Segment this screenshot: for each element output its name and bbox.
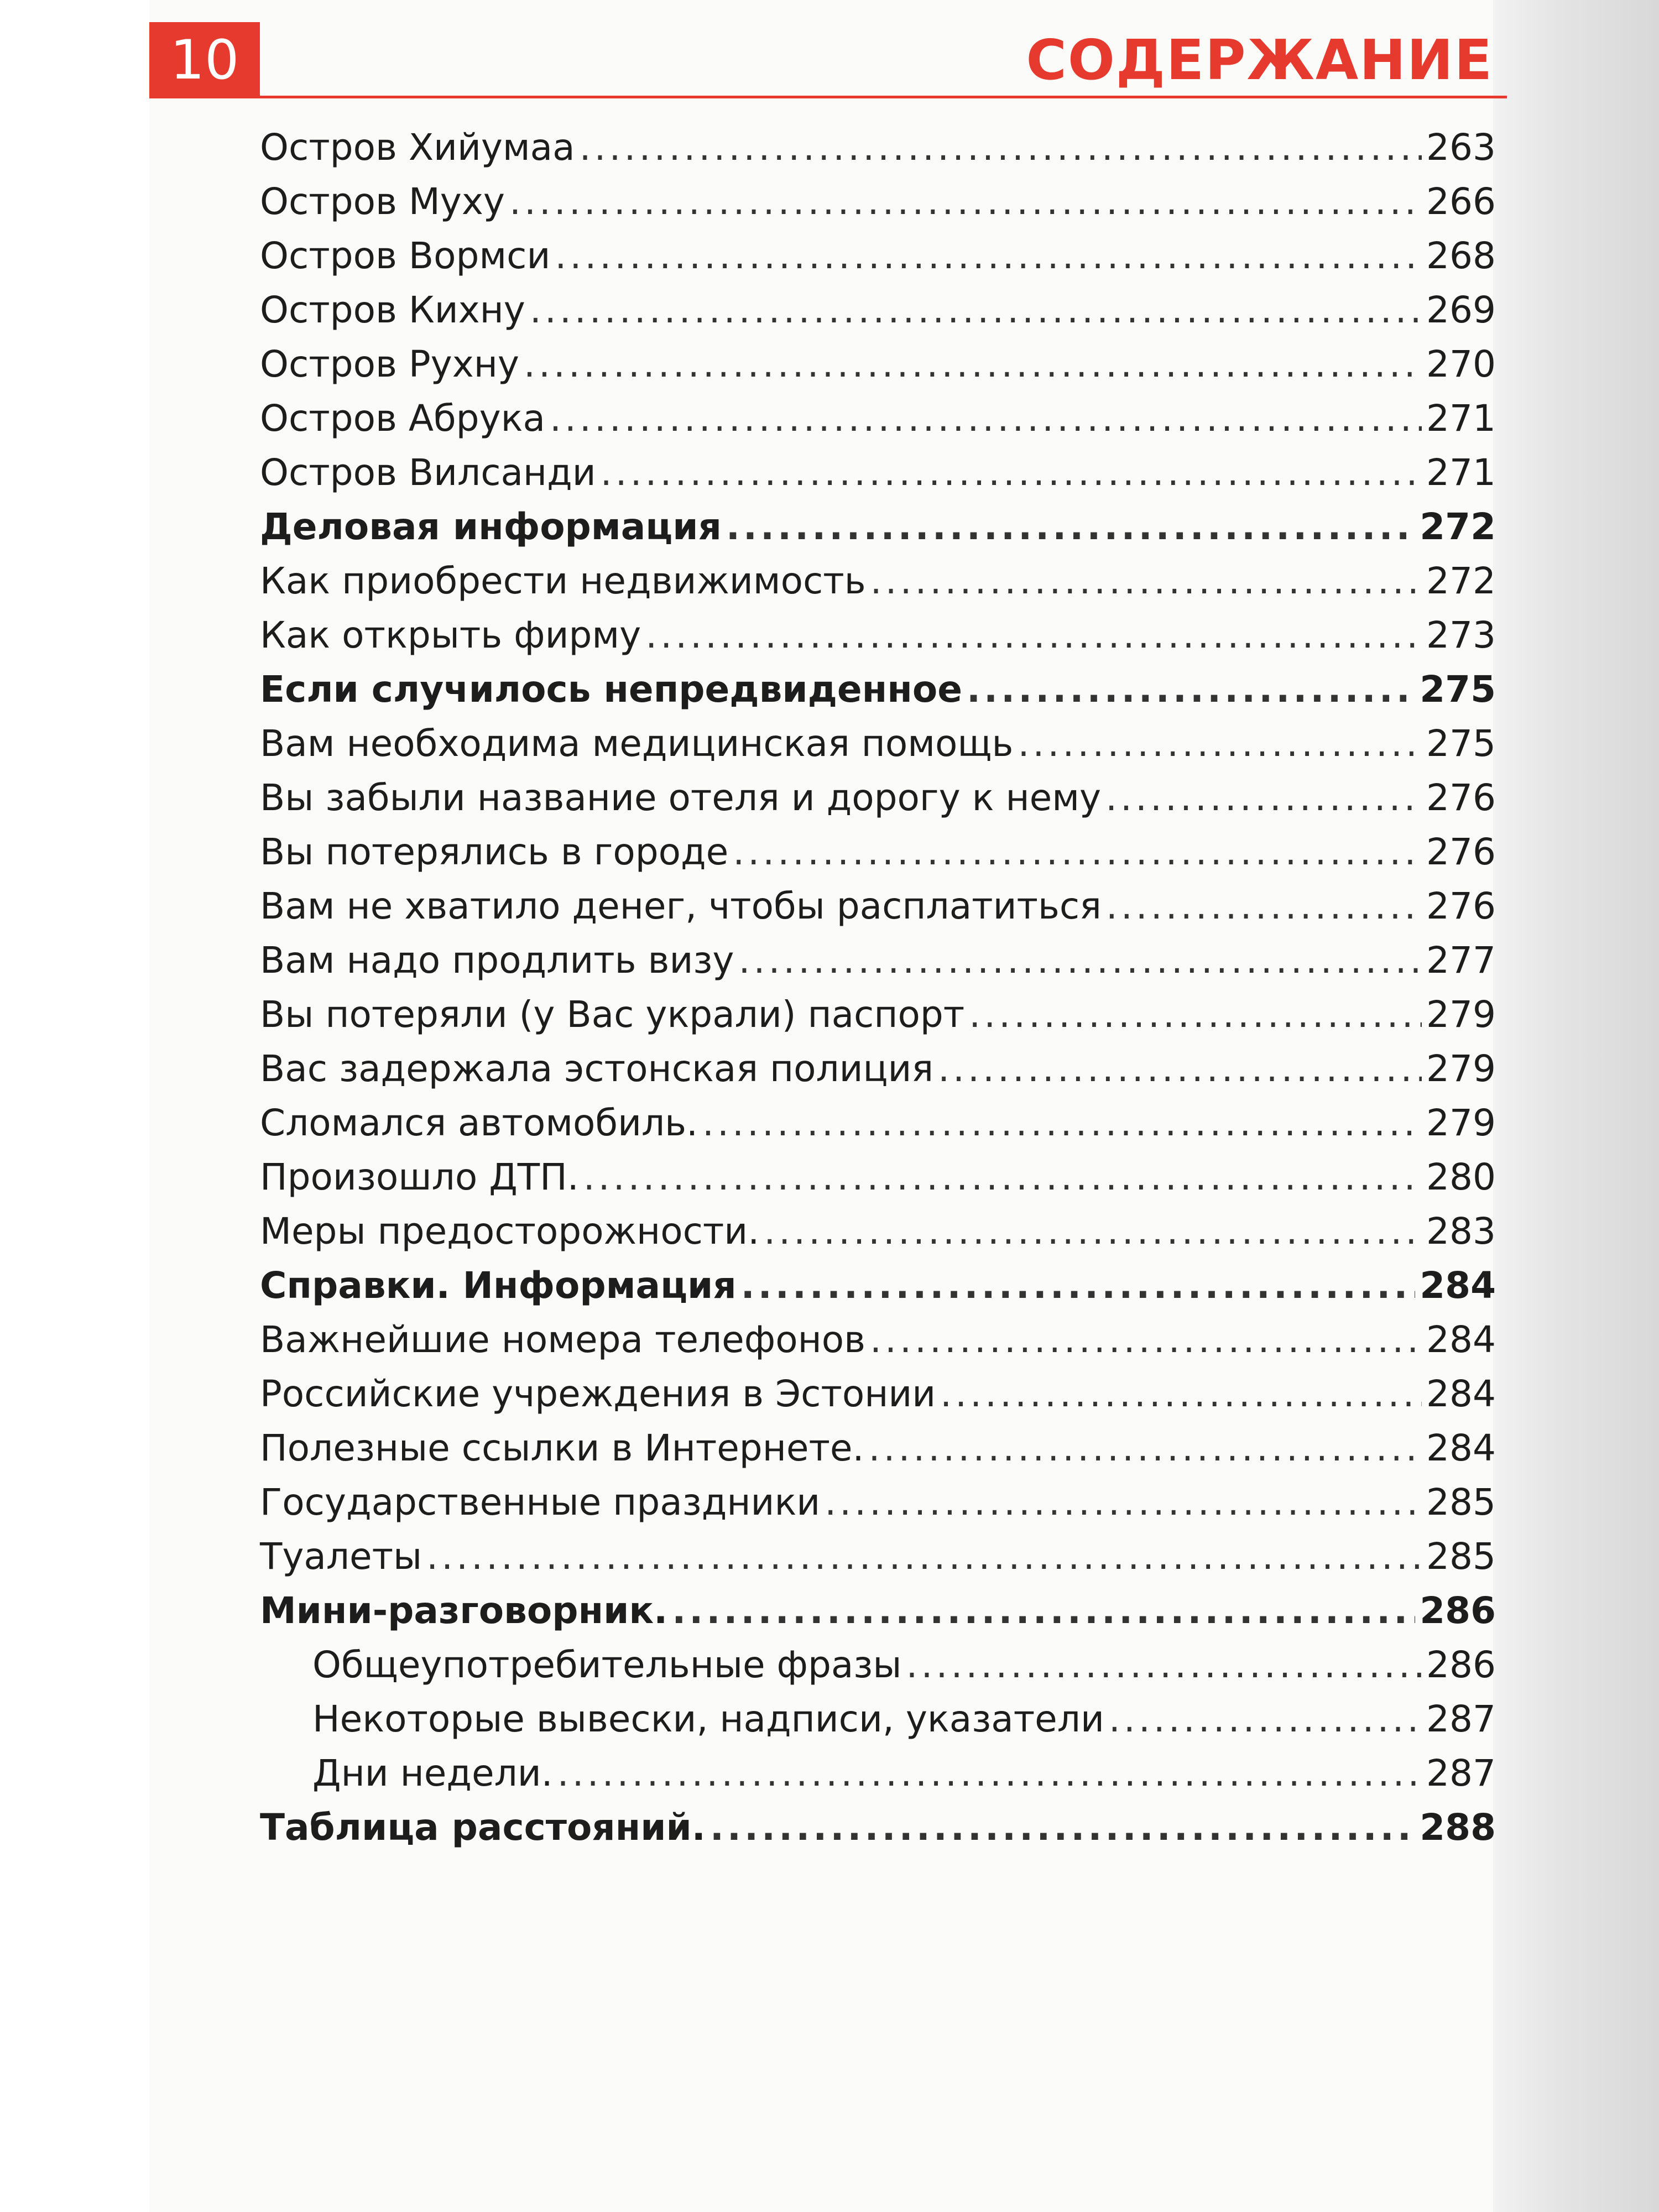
toc-leader-dots (940, 1373, 1422, 1415)
toc-entry-label: Остров Хийумаа (260, 126, 575, 169)
page-gutter-shadow (1493, 0, 1659, 2212)
toc-leader-dots (938, 1047, 1422, 1090)
toc-leader-dots (550, 397, 1422, 440)
toc-entry (260, 1481, 1507, 1535)
toc-leader-dots (710, 1806, 1415, 1849)
toc-entry (260, 1047, 1507, 1102)
toc-leader-dots (870, 560, 1422, 602)
toc-entry (260, 1210, 1507, 1264)
toc-entry-label: Вам надо продлить визу (260, 939, 734, 982)
toc-leader-dots (702, 1102, 1422, 1144)
toc-leader-dots (555, 234, 1422, 277)
toc-entry (260, 776, 1507, 831)
toc-entry (260, 722, 1507, 776)
toc-entry-page: 287 (1426, 1752, 1496, 1794)
toc-entry-label: Сломался автомобиль. (260, 1102, 698, 1144)
toc-entry (260, 560, 1507, 614)
toc-leader-dots (1109, 1698, 1422, 1740)
toc-leader-dots (741, 1264, 1416, 1307)
toc-entry-page: 285 (1426, 1481, 1496, 1524)
toc-section-heading (260, 1589, 1507, 1644)
toc-entry-label: Деловая информация (260, 505, 722, 548)
toc-entry (260, 126, 1507, 180)
toc-entry-label: Важнейшие номера телефонов (260, 1318, 866, 1361)
toc-leader-dots (557, 1752, 1422, 1794)
toc-entry-label: Общеупотребительные фразы (312, 1644, 902, 1686)
toc-entry (260, 343, 1507, 397)
toc-subentry (260, 1752, 1507, 1806)
toc-leader-dots (672, 1589, 1415, 1632)
toc-entry-page: 279 (1426, 1102, 1496, 1144)
toc-entry-page: 272 (1426, 560, 1496, 602)
toc-entry-page: 272 (1420, 505, 1496, 548)
section-title: СОДЕРЖАНИЕ (1026, 28, 1493, 92)
toc-entry-label: Вы забыли название отеля и дорогу к нему (260, 776, 1102, 819)
toc-entry-page: 268 (1426, 234, 1496, 277)
toc-entry-label: Остров Вилсанди (260, 451, 596, 494)
toc-entry-label: Остров Вормси (260, 234, 551, 277)
toc-entry (260, 1427, 1507, 1481)
toc-entry-page: 280 (1426, 1156, 1496, 1198)
toc-entry (260, 939, 1507, 993)
toc-entry-page: 275 (1426, 722, 1496, 765)
toc-entry-page: 279 (1426, 993, 1496, 1036)
toc-entry-label: Как приобрести недвижимость (260, 560, 866, 602)
toc-entry-page: 263 (1426, 126, 1496, 169)
toc-leader-dots (969, 993, 1422, 1036)
toc-entry-page: 273 (1426, 614, 1496, 656)
toc-leader-dots (1105, 776, 1422, 819)
toc-entry-label: Вы потерялись в городе (260, 831, 729, 873)
table-of-contents (260, 126, 1507, 1860)
toc-leader-dots (524, 343, 1422, 385)
toc-entry-page: 288 (1420, 1806, 1496, 1849)
toc-entry-page: 283 (1426, 1210, 1496, 1253)
toc-entry-page: 277 (1426, 939, 1496, 982)
toc-leader-dots (825, 1481, 1422, 1524)
toc-section-heading (260, 505, 1507, 560)
toc-entry-page: 286 (1420, 1589, 1496, 1632)
toc-entry-label: Дни недели. (312, 1752, 553, 1794)
toc-leader-dots (601, 451, 1422, 494)
toc-entry-page: 271 (1426, 397, 1496, 440)
toc-entry (260, 397, 1507, 451)
toc-entry-page: 275 (1420, 668, 1496, 711)
toc-entry-page: 271 (1426, 451, 1496, 494)
toc-section-heading (260, 1264, 1507, 1318)
toc-leader-dots (580, 126, 1422, 169)
toc-entry (260, 289, 1507, 343)
toc-entry-label: Российские учреждения в Эстонии (260, 1373, 936, 1415)
toc-entry-page: 276 (1426, 776, 1496, 819)
toc-leader-dots (1018, 722, 1422, 765)
toc-entry-label: Остров Абрука (260, 397, 545, 440)
toc-leader-dots (906, 1644, 1422, 1686)
toc-entry-label: Меры предосторожности. (260, 1210, 760, 1253)
toc-entry-label: Если случилось непредвиденное (260, 668, 962, 711)
toc-entry-label: Остров Рухну (260, 343, 519, 385)
toc-leader-dots (733, 831, 1422, 873)
toc-entry-label: Государственные праздники (260, 1481, 821, 1524)
toc-leader-dots (509, 180, 1422, 223)
toc-leader-dots (868, 1427, 1422, 1469)
toc-entry-label: Туалеты (260, 1535, 422, 1578)
toc-entry-label: Вам не хватило денег, чтобы расплатиться (260, 885, 1102, 927)
toc-subentry (260, 1698, 1507, 1752)
toc-entry (260, 1318, 1507, 1373)
toc-leader-dots (764, 1210, 1422, 1253)
toc-entry (260, 831, 1507, 885)
toc-leader-dots (426, 1535, 1422, 1578)
toc-entry-label: Справки. Информация (260, 1264, 737, 1307)
toc-entry (260, 451, 1507, 505)
toc-entry (260, 614, 1507, 668)
toc-entry (260, 180, 1507, 234)
toc-entry-label: Полезные ссылки в Интернете. (260, 1427, 864, 1469)
toc-entry (260, 993, 1507, 1047)
toc-leader-dots (738, 939, 1422, 982)
toc-entry-page: 287 (1426, 1698, 1496, 1740)
toc-entry-label: Как открыть фирму (260, 614, 641, 656)
toc-entry (260, 1535, 1507, 1589)
toc-entry-label: Вам необходима медицинская помощь (260, 722, 1014, 765)
toc-entry (260, 1102, 1507, 1156)
toc-entry-page: 284 (1426, 1318, 1496, 1361)
toc-entry-page: 286 (1426, 1644, 1496, 1686)
toc-section-heading (260, 1806, 1507, 1860)
toc-entry-page: 285 (1426, 1535, 1496, 1578)
toc-entry-label: Мини-разговорник. (260, 1589, 668, 1632)
toc-entry-page: 284 (1426, 1427, 1496, 1469)
toc-entry-label: Таблица расстояний. (260, 1806, 706, 1849)
toc-entry-page: 266 (1426, 180, 1496, 223)
toc-entry-label: Некоторые вывески, надписи, указатели (312, 1698, 1104, 1740)
toc-entry-page: 276 (1426, 831, 1496, 873)
toc-leader-dots (583, 1156, 1422, 1198)
toc-entry-label: Вы потеряли (у Вас украли) паспорт (260, 993, 965, 1036)
toc-subentry (260, 1644, 1507, 1698)
page-number: 10 (149, 22, 260, 98)
toc-leader-dots (1106, 885, 1422, 927)
toc-entry-page: 270 (1426, 343, 1496, 385)
toc-entry-page: 276 (1426, 885, 1496, 927)
toc-entry (260, 885, 1507, 939)
toc-entry-page: 284 (1426, 1373, 1496, 1415)
toc-leader-dots (967, 668, 1415, 711)
toc-entry (260, 1373, 1507, 1427)
toc-entry-page: 284 (1420, 1264, 1496, 1307)
toc-leader-dots (870, 1318, 1422, 1361)
toc-entry-label: Вас задержала эстонская полиция (260, 1047, 934, 1090)
toc-entry (260, 234, 1507, 289)
toc-entry-label: Произошло ДТП. (260, 1156, 579, 1198)
toc-entry-label: Остров Муху (260, 180, 505, 223)
toc-section-heading (260, 668, 1507, 722)
toc-entry (260, 1156, 1507, 1210)
toc-entry-page: 279 (1426, 1047, 1496, 1090)
toc-leader-dots (530, 289, 1422, 331)
toc-entry-label: Остров Кихну (260, 289, 525, 331)
toc-leader-dots (645, 614, 1422, 656)
toc-leader-dots (726, 505, 1415, 548)
toc-entry-page: 269 (1426, 289, 1496, 331)
